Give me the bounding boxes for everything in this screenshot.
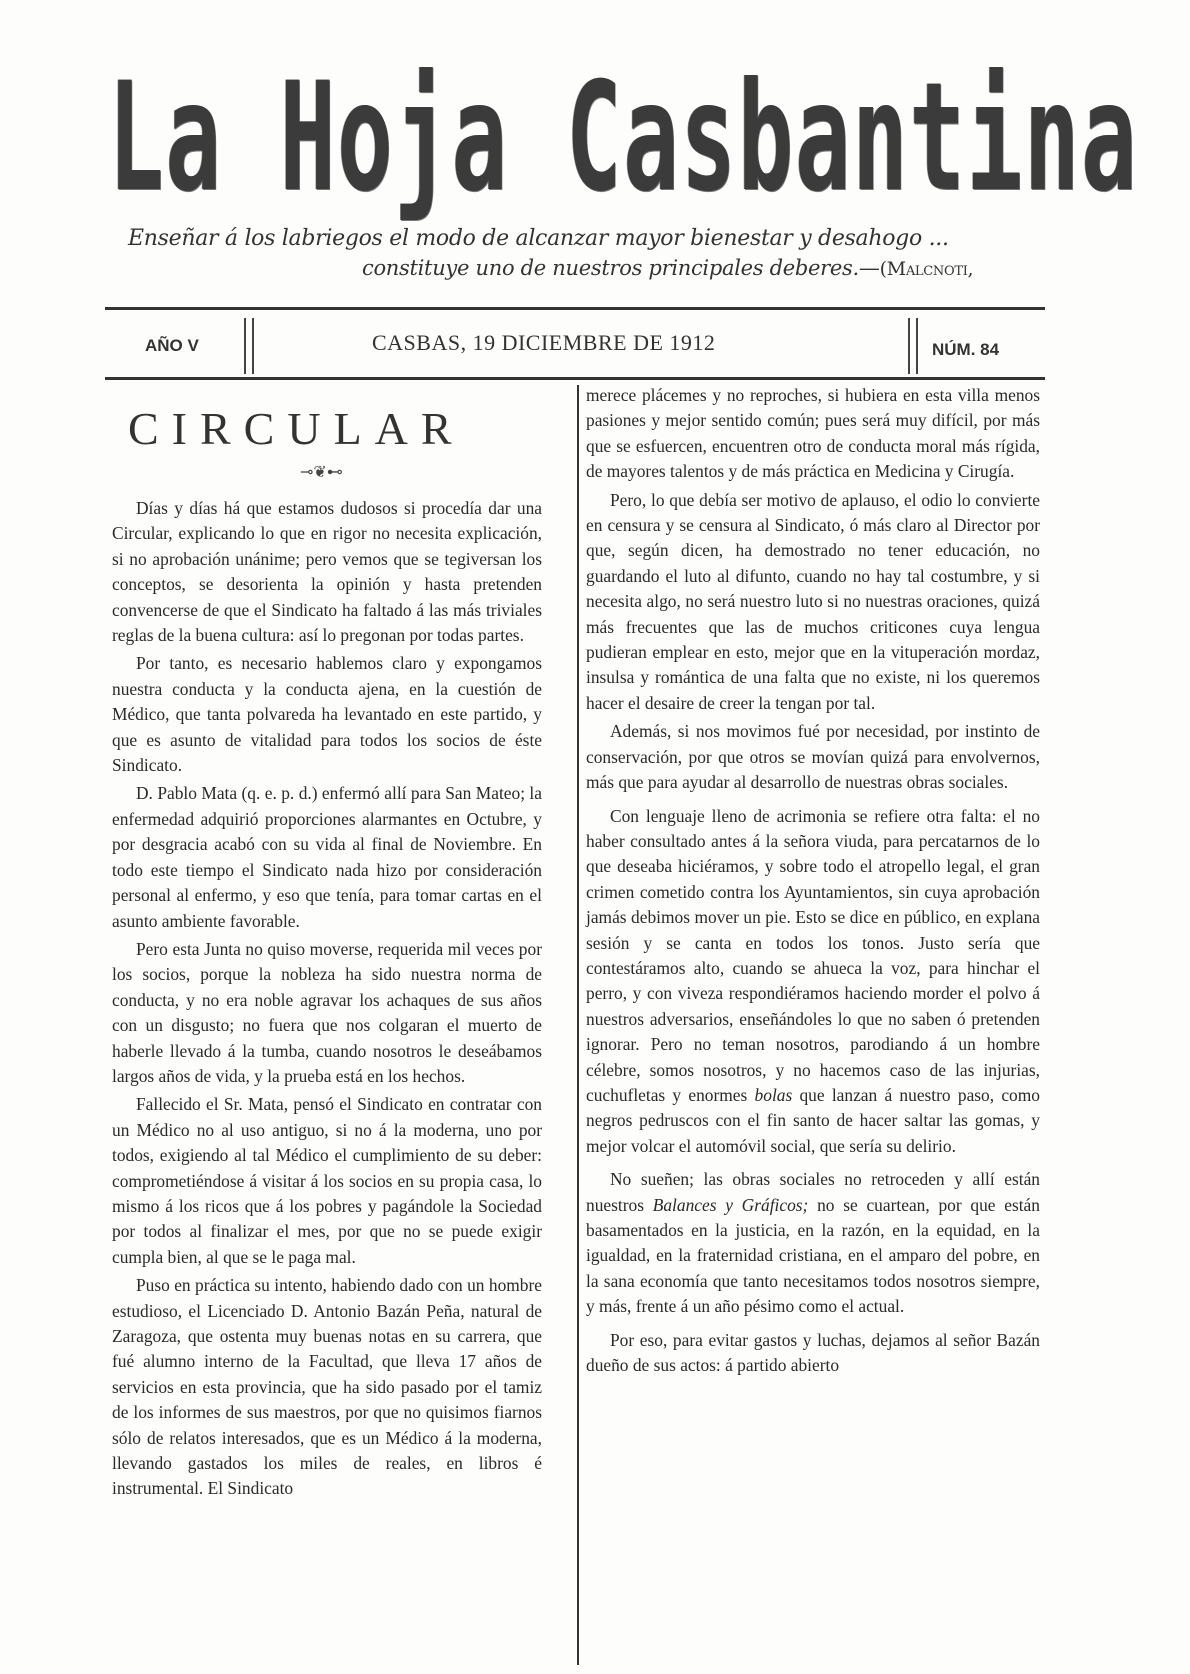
issue-place-date: CASBAS, 19 DICIEMBRE DE 1912 <box>372 330 716 355</box>
paragraph-text: no se cuartean, por que están basamentados en la justicia, en la razón, en la equidad, en la igualdad, en la fraternidad cristiana, en el amparo del pobre, en la sana economía que tanto necesitamos todos nosotros siempre, y más, frente á un año pésimo como el actual. <box>586 1194 1040 1317</box>
paragraph <box>586 1167 1040 1319</box>
paragraph: Pero esta Junta no quiso moverse, requerida mil veces por los socios, porque la nobleza ha sido nuestra norma de conducta, y no era noble agravar los achaques de sus años con un disgusto; no fuera que nos colgaran el muerto de haberle llevado á la tumba, cuando nosotros le deseábamos largos años de vida, y la prueba está en los hechos. <box>112 938 542 1086</box>
paragraph: merece plácemes y no reproches, si hubiera en esta villa menos pasiones y mejor sentido común; pues será muy difícil, por más que se esfuercen, encuentren otro de conducta moral más rígida, de mayores talentos y de más práctica en Medicina y Cirugía. <box>586 385 1040 482</box>
paragraph: Puso en práctica su intento, habiendo dado con un hombre estudioso, el Licenciado D. Antonio Bazán Peña, natural de Zaragoza, que ostenta muy buenas notas en su carrera, que fué alumno interno de la Facultad, que lleva 17 años de servicios en esta provincia, que ha sido pasado por el tamiz de los informes de sus maestros, por que no quisimos fiarnos sólo de relatos interesados, que es un Médico á la moderna, llevando gastados los miles de reales, en libros é instrumental. El Sindicato <box>112 1275 542 1499</box>
right-column <box>586 383 1040 1378</box>
issue-number: NÚM. 84 <box>932 340 1000 359</box>
paragraph-text: No sueñen; las obras sociales no retroceden y allí están nuestros <box>586 1169 1040 1215</box>
motto-text: constituye uno de nuestros principales deberes.— <box>362 256 880 280</box>
italic-term: bolas <box>754 1084 793 1105</box>
paragraph-text: que lanzan á nuestro paso, como negros pedruscos con el fin santo de hacer saltar las gomas, y mejor volcar el automóvil social, que sería su delirio. <box>586 1084 1040 1156</box>
column-divider <box>577 385 579 1665</box>
issue-year: AÑO V <box>145 336 199 355</box>
paragraph: Por tanto, es necesario hablemos claro y expongamos nuestra conducta y la conducta ajena, en la cuestión de Médico, que tanta polvareda ha levantado en este partido, y que es asunto de vitalidad para todos los socios de éste Sindicato. <box>112 653 542 776</box>
paragraph: Fallecido el Sr. Mata, pensó el Sindicato en contratar con un Médico no al uso antiguo, si no á la moderna, uno por todos, exigiendo al tal Médico el cumplimiento de su deber: comprometiéndose á visitar á los socios en su propia casa, lo mismo á los ricos que á los pobres y pagándole la Sociedad por todos al finalizar el mes, por que no se puede exigir cumpla bien, al que se le paga mal. <box>112 1094 542 1267</box>
motto-line-2 <box>362 256 973 280</box>
paragraph: Días y días há que estamos dudosos si procedía dar una Circular, explicando lo que en rigor no necesita explicación, si no aprobación unánime; pero vemos que se tegiversan los conceptos, se desorienta la opinión y hasta pretenden convencerse de que el Sindicato ha faltado á las más triviales reglas de la buena cultura: así lo pregonan por todas partes. <box>112 498 542 646</box>
paragraph <box>586 804 1040 1160</box>
paragraph: Por eso, para evitar gastos y luchas, dejamos al señor Bazán dueño de sus actos: á partido abierto <box>586 1329 1040 1376</box>
paragraph: Además, si nos movimos fué por necesidad, por instinto de conservación, por que otros se movían quizá para envolvernos, más que para ayudar al desarrollo de nuestras obras sociales. <box>586 721 1040 793</box>
paragraph: D. Pablo Mata (q. e. p. d.) enfermó allí para San Mateo; la enfermedad adquirió proporciones alarmantes en Octubre, y por desgracia acabó con su vida al final de Noviembre. En todo este tiempo el Sindicato nada hizo por consideración personal al enfermo, y eso que tenía, para tomar cartas en el asunto ambiente favorable. <box>112 783 542 931</box>
paragraph-text: Con lenguaje lleno de acrimonia se refiere otra falta: el no haber consultado antes á la señora viuda, para percatarnos de lo que deseaba hiciéramos, y sobre todo el atropello legal, el gran crimen cometido contra los Ayuntamientos, sin cuya aprobación jamás debimos mover un pie. Esto se dice en público, en explana sesión y se canta en todos los tonos. Justo sería que contestáramos alto, cuando se ahueca la voz, para hinchar el perro, y con viveza respondiéramos haciendo morder el polvo á nuestros adversarios, enseñándoles lo que no saben ó pretenden ignorar. Pero no teman nosotros, parodiando á un hombre célebre, somos nosotros, y no hacemos caso de las injurias, cuchufletas y enormes <box>586 805 1040 1105</box>
left-column <box>112 496 542 1502</box>
motto-source: (Malcnoti, <box>879 258 974 280</box>
header-rule-top <box>105 307 1045 310</box>
header-rule-bottom <box>105 377 1045 380</box>
motto-line-1: Enseñar á los labriegos el modo de alcanzar mayor bienestar y desahogo ... <box>128 226 949 251</box>
newspaper-masthead-title: La Hoja Casbantina <box>108 51 1139 225</box>
ornament-bar-right <box>908 318 918 374</box>
article-heading: CIRCULAR <box>128 403 465 454</box>
italic-term: Balances y Gráficos; <box>652 1194 809 1215</box>
paragraph: Pero, lo que debía ser motivo de aplauso, el odio lo convierte en censura y se censura al Sindicato, ó más claro al Director por que, según dicen, ha demostrado no tener educación, no guardando el luto al difunto, cuando no hay tal costumbre, y si necesita algo, no será nuestro luto si no nuestras oraciones, quizá más frecuentes que las de muchos criticones cuya lengua pudieran emplear en esto, mejor que en la vituperación mordaz, insulsa y romántica de una falta que no existe, ni los queremos hacer el desaire de creer la tengan por tal. <box>586 489 1040 713</box>
ornament-bar-left <box>244 318 254 374</box>
fleuron-ornament: ⊸❦⊷ <box>300 464 343 481</box>
